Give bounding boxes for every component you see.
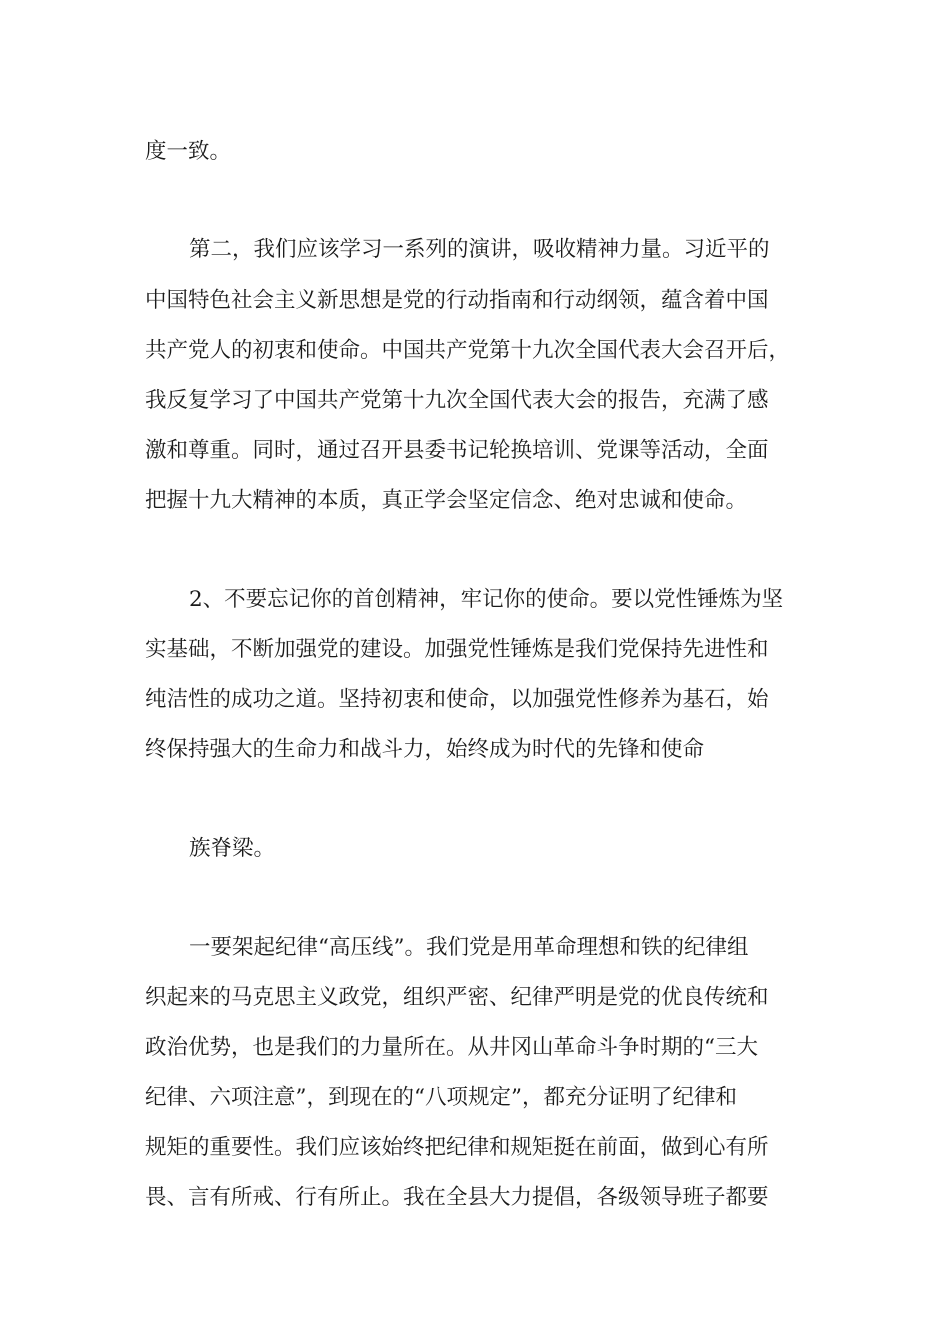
text-line: 共产党人的初衷和使命。中国共产党第十九次全国代表大会召开后， <box>145 338 791 363</box>
text-line: 终保持强大的生命力和战斗力，始终成为时代的先锋和使命 <box>145 737 705 762</box>
text-line: 畏、言有所戒、行有所止。我在全县大力提倡，各级领导班子都要 <box>145 1185 769 1210</box>
text-line: 纯洁性的成功之道。坚持初衷和使命，以加强党性修养为基石，始 <box>145 687 769 712</box>
text-line: 度一致。 <box>145 139 232 164</box>
text-line: 把握十九大精神的本质，真正学会坚定信念、绝对忠诚和使命。 <box>145 488 748 513</box>
text-line: 2、不要忘记你的首创精神，牢记你的使命。要以党性锤炼为坚 <box>189 587 784 612</box>
text-line: 一要架起纪律“高压线”。我们党是用革命理想和铁的纪律组 <box>189 935 749 960</box>
text-line: 实基础，不断加强党的建设。加强党性锤炼是我们党保持先进性和 <box>145 637 769 662</box>
text-line: 织起来的马克思主义政党，组织严密、纪律严明是党的优良传统和 <box>145 985 769 1010</box>
text-line: 规矩的重要性。我们应该始终把纪律和规矩挺在前面，做到心有所 <box>145 1135 769 1160</box>
text-line: 第二，我们应该学习一系列的演讲，吸收精神力量。习近平的 <box>189 237 770 262</box>
text-line: 中国特色社会主义新思想是党的行动指南和行动纲领，蕴含着中国 <box>145 288 769 313</box>
text-line: 我反复学习了中国共产党第十九次全国代表大会的报告，充满了感 <box>145 388 769 413</box>
text-line: 政治优势，也是我们的力量所在。从井冈山革命斗争时期的“三大 <box>145 1035 758 1060</box>
text-line: 激和尊重。同时，通过召开县委书记轮换培训、党课等活动，全面 <box>145 438 769 463</box>
text-line: 族脊梁。 <box>189 836 276 861</box>
text-line: 纪律、六项注意”，到现在的“八项规定”，都充分证明了纪律和 <box>145 1085 737 1110</box>
